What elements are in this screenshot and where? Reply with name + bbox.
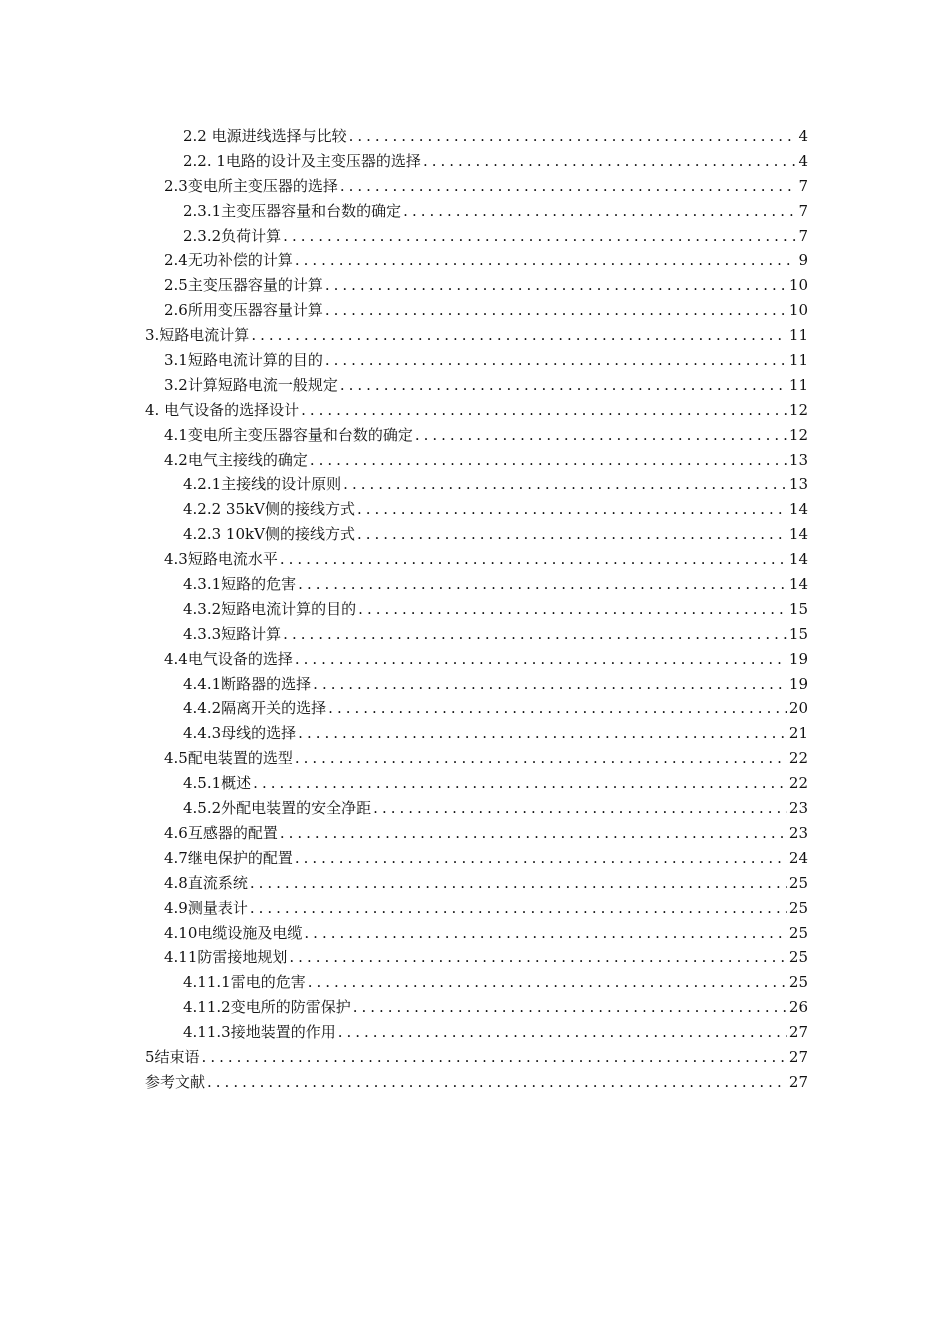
toc-entry[interactable] <box>145 995 808 1020</box>
toc-dot-leader <box>207 1070 787 1095</box>
toc-dot-leader <box>358 597 787 622</box>
toc-entry-title: 4.3.3短路计算 <box>183 624 282 643</box>
toc-entry[interactable] <box>145 896 808 921</box>
toc-entry[interactable] <box>145 547 808 572</box>
toc-entry-title: 4.11防雷接地规划 <box>164 948 288 967</box>
toc-entry[interactable] <box>145 298 808 323</box>
toc-entry[interactable] <box>145 696 808 721</box>
toc-entry-page-number: 13 <box>788 475 808 494</box>
toc-dot-leader <box>250 871 787 896</box>
toc-dot-leader <box>357 497 787 522</box>
toc-dot-leader <box>298 572 787 597</box>
toc-dot-leader <box>295 746 787 771</box>
toc-entry-title: 4.7继电保护的配置 <box>164 848 293 867</box>
toc-dot-leader <box>325 348 787 373</box>
toc-dot-leader <box>313 672 787 697</box>
toc-entry[interactable] <box>145 746 808 771</box>
toc-entry-page-number: 7 <box>798 201 808 220</box>
toc-dot-leader <box>283 224 796 249</box>
toc-entry-title: 4.5.1概述 <box>183 774 252 793</box>
toc-entry[interactable] <box>145 945 808 970</box>
toc-entry-page-number: 19 <box>788 674 808 693</box>
toc-entry[interactable] <box>145 124 808 149</box>
toc-entry-title: 3.短路电流计算 <box>145 326 250 345</box>
toc-entry-page-number: 9 <box>798 251 808 270</box>
toc-entry[interactable] <box>145 647 808 672</box>
toc-entry-title: 4.6互感器的配置 <box>164 823 278 842</box>
toc-dot-leader <box>325 298 787 323</box>
toc-entry[interactable] <box>145 921 808 946</box>
toc-entry[interactable] <box>145 597 808 622</box>
toc-entry-title: 2.2 电源进线选择与比较 <box>183 127 347 145</box>
toc-entry-title: 4.4.3母线的选择 <box>183 724 297 743</box>
toc-entry[interactable] <box>145 472 808 497</box>
toc-entry-page-number: 11 <box>788 326 808 345</box>
toc-entry-page-number: 22 <box>788 774 808 793</box>
toc-dot-leader <box>357 522 787 547</box>
toc-entry[interactable] <box>145 721 808 746</box>
toc-entry[interactable] <box>145 572 808 597</box>
toc-dot-leader <box>304 921 787 946</box>
toc-entry-page-number: 27 <box>788 1072 808 1091</box>
toc-entry[interactable] <box>145 622 808 647</box>
toc-entry-title: 4.11.3接地装置的作用 <box>183 1023 336 1042</box>
toc-entry-title: 4.3.1短路的危害 <box>183 575 297 594</box>
toc-entry-page-number: 11 <box>788 351 808 370</box>
toc-entry[interactable] <box>145 224 808 249</box>
toc-entry[interactable] <box>145 1070 808 1095</box>
toc-entry-page-number: 20 <box>788 699 808 718</box>
toc-entry-title: 2.3.2负荷计算 <box>183 226 282 245</box>
toc-entry-title: 4.2.2 35kV侧的接线方式 <box>183 500 355 519</box>
toc-entry-title: 2.5主变压器容量的计算 <box>164 276 323 295</box>
toc-dot-leader <box>301 398 787 423</box>
toc-entry-page-number: 25 <box>788 973 808 992</box>
toc-entry[interactable] <box>145 1020 808 1045</box>
toc-entry-page-number: 4 <box>798 127 808 145</box>
toc-entry-title: 4.1变电所主变压器容量和台数的确定 <box>164 425 413 444</box>
toc-dot-leader <box>251 323 787 348</box>
toc-dot-leader <box>415 423 787 448</box>
toc-entry-title: 4. 电气设备的选择设计 <box>145 400 300 419</box>
toc-entry-page-number: 12 <box>788 400 808 419</box>
toc-entry-page-number: 10 <box>788 301 808 320</box>
toc-entry-title: 3.1短路电流计算的目的 <box>164 351 323 370</box>
toc-dot-leader <box>338 1020 787 1045</box>
toc-dot-leader <box>202 1045 787 1070</box>
toc-entry-page-number: 26 <box>788 998 808 1017</box>
toc-entry-title: 5结束语 <box>145 1047 200 1066</box>
toc-entry[interactable] <box>145 323 808 348</box>
toc-entry-page-number: 14 <box>788 575 808 594</box>
toc-entry-page-number: 12 <box>788 425 808 444</box>
toc-entry-title: 4.5.2外配电装置的安全净距 <box>183 799 372 818</box>
toc-dot-leader <box>289 945 787 970</box>
toc-dot-leader <box>423 149 796 174</box>
toc-dot-leader <box>325 273 787 298</box>
toc-entry-page-number: 25 <box>788 948 808 967</box>
toc-entry[interactable] <box>145 497 808 522</box>
toc-entry-page-number: 25 <box>788 898 808 917</box>
toc-entry-title: 4.8直流系统 <box>164 873 248 892</box>
toc-entry-title: 4.2.3 10kV侧的接线方式 <box>183 525 355 544</box>
toc-entry-title: 4.2电气主接线的确定 <box>164 450 308 469</box>
toc-dot-leader <box>340 373 787 398</box>
toc-entry-page-number: 27 <box>788 1047 808 1066</box>
toc-entry-page-number: 14 <box>788 525 808 544</box>
toc-entry[interactable] <box>145 174 808 199</box>
toc-dot-leader <box>280 821 787 846</box>
toc-entry-page-number: 15 <box>788 624 808 643</box>
toc-entry-title: 4.3短路电流水平 <box>164 550 278 569</box>
toc-entry-title: 4.9测量表计 <box>164 898 248 917</box>
toc-entry[interactable] <box>145 522 808 547</box>
toc-entry-title: 4.3.2短路电流计算的目的 <box>183 599 357 618</box>
toc-dot-leader <box>340 174 796 199</box>
toc-dot-leader <box>343 472 787 497</box>
toc-dot-leader <box>253 771 787 796</box>
toc-entry-page-number: 10 <box>788 276 808 295</box>
toc-entry-page-number: 19 <box>788 649 808 668</box>
toc-entry-page-number: 21 <box>788 724 808 743</box>
toc-entry-page-number: 7 <box>798 226 808 245</box>
toc-entry-page-number: 25 <box>788 873 808 892</box>
toc-dot-leader <box>295 248 796 273</box>
toc-entry[interactable] <box>145 771 808 796</box>
toc-entry-title: 2.2. 1电路的设计及主变压器的选择 <box>183 151 421 170</box>
toc-entry[interactable] <box>145 348 808 373</box>
toc-entry-page-number: 4 <box>798 151 808 170</box>
toc-entry-page-number: 11 <box>788 375 808 394</box>
toc-dot-leader <box>308 970 787 995</box>
toc-entry[interactable] <box>145 970 808 995</box>
toc-dot-leader <box>373 796 787 821</box>
toc-entry[interactable] <box>145 871 808 896</box>
table-of-contents <box>145 124 808 1095</box>
toc-entry-page-number: 23 <box>788 823 808 842</box>
toc-entry-title: 2.3变电所主变压器的选择 <box>164 176 338 195</box>
toc-entry-page-number: 13 <box>788 450 808 469</box>
toc-entry-title: 2.3.1主变压器容量和台数的确定 <box>183 201 402 220</box>
toc-entry-page-number: 14 <box>788 550 808 569</box>
toc-entry[interactable] <box>145 672 808 697</box>
toc-entry-title: 4.2.1主接线的设计原则 <box>183 475 342 494</box>
toc-dot-leader <box>250 896 787 921</box>
toc-entry[interactable] <box>145 423 808 448</box>
toc-entry[interactable] <box>145 398 808 423</box>
toc-entry-title: 3.2计算短路电流一般规定 <box>164 375 338 394</box>
toc-dot-leader <box>280 547 787 572</box>
toc-entry-page-number: 25 <box>788 923 808 942</box>
toc-entry-title: 4.10电缆设施及电缆 <box>164 923 303 942</box>
toc-entry-title: 4.4电气设备的选择 <box>164 649 293 668</box>
toc-entry[interactable] <box>145 821 808 846</box>
toc-entry-page-number: 7 <box>798 176 808 195</box>
toc-entry[interactable] <box>145 846 808 871</box>
toc-entry-page-number: 22 <box>788 749 808 768</box>
toc-entry[interactable] <box>145 796 808 821</box>
toc-entry-page-number: 14 <box>788 500 808 519</box>
toc-dot-leader <box>283 622 787 647</box>
toc-entry-title: 4.11.1雷电的危害 <box>183 973 306 992</box>
toc-entry-page-number: 23 <box>788 799 808 818</box>
toc-entry-title: 4.5配电装置的选型 <box>164 749 293 768</box>
toc-dot-leader <box>328 696 787 721</box>
toc-entry-title: 2.4无功补偿的计算 <box>164 251 293 270</box>
toc-entry[interactable] <box>145 248 808 273</box>
toc-entry[interactable] <box>145 373 808 398</box>
toc-entry-title: 4.11.2变电所的防雷保护 <box>183 998 351 1017</box>
toc-dot-leader <box>298 721 787 746</box>
toc-dot-leader <box>310 448 787 473</box>
toc-entry[interactable] <box>145 448 808 473</box>
toc-entry[interactable] <box>145 149 808 174</box>
toc-entry-title: 4.4.1断路器的选择 <box>183 674 312 693</box>
toc-entry-page-number: 15 <box>788 599 808 618</box>
toc-entry[interactable] <box>145 1045 808 1070</box>
toc-entry[interactable] <box>145 273 808 298</box>
toc-dot-leader <box>295 647 787 672</box>
toc-dot-leader <box>403 199 796 224</box>
toc-entry[interactable] <box>145 199 808 224</box>
toc-entry-page-number: 27 <box>788 1023 808 1042</box>
toc-dot-leader <box>295 846 787 871</box>
toc-entry-title: 4.4.2隔离开关的选择 <box>183 699 327 718</box>
toc-entry-page-number: 24 <box>788 848 808 867</box>
toc-dot-leader <box>353 995 787 1020</box>
toc-dot-leader <box>349 124 796 149</box>
toc-entry-title: 2.6所用变压器容量计算 <box>164 301 323 320</box>
toc-entry-title: 参考文献 <box>145 1072 206 1091</box>
